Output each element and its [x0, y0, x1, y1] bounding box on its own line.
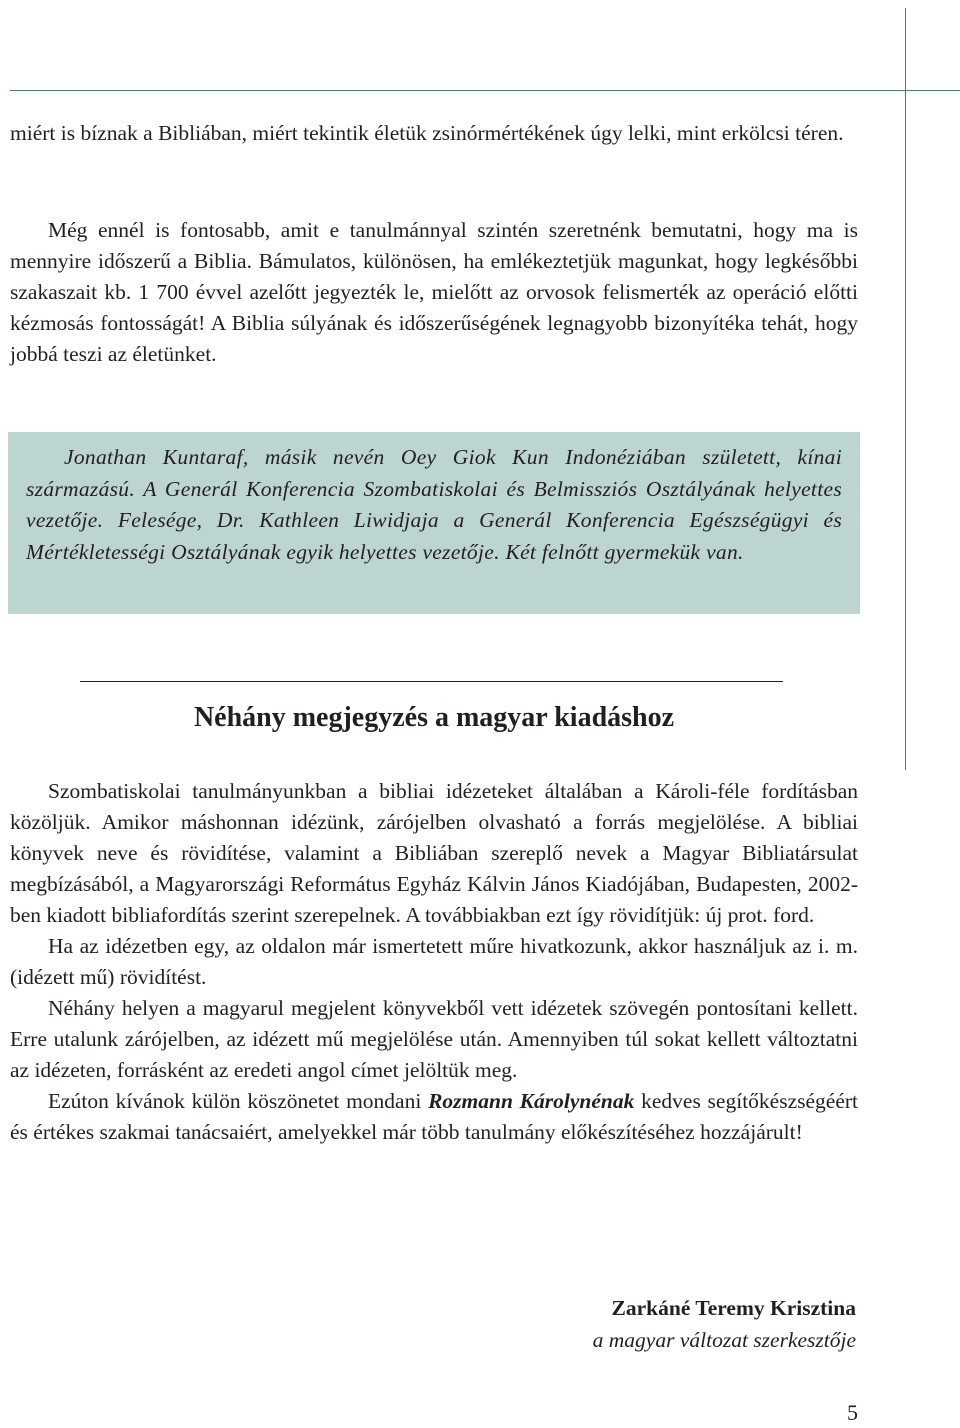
signature-role: a magyar változat szerkesztője	[592, 1328, 856, 1352]
intro-paragraph-2	[10, 215, 858, 370]
section-title-rule	[80, 681, 783, 682]
signature-name: Zarkáné Teremy Krisztina	[611, 1296, 856, 1320]
page-number: 5	[847, 1400, 858, 1425]
author-bio-text: Jonathan Kuntaraf, másik nevén Oey Giok Kun Indonéziában született, kínai származású. A Generál Konferencia Szombatiskolai és Belmissziós Osztályának helyettes vezetője. Felesége, Dr. Kathleen Liwidjaja a Generál Konferencia Egészségügyi és Mértékletességi Osztályának egyik helyettes vezetője. Két felnőtt gyermekük van.	[26, 445, 842, 564]
header-rule	[10, 90, 960, 91]
author-bio-box	[8, 432, 860, 614]
notes-paragraph: Néhány helyen a magyarul megjelent könyvekből vett idézetek szövegén pontosítani kellett. Erre utalunk zárójelben, az idézett mű megjelölése után. Amennyiben túl sokat kellett változtatni az idézeten, forrásként az eredeti angol címet jelöltük meg.	[10, 996, 858, 1082]
notes-paragraph: Ha az idézetben egy, az oldalon már ismertetett műre hivatkozunk, akkor használjuk az i. m. (idézett mű) rövidítést.	[10, 934, 858, 989]
notes-paragraph: Szombatiskolai tanulmányunkban a bibliai idézeteket általában a Károli-féle fordításban közöljük. Amikor máshonnan idézünk, zárójelben olvasható a forrás megjelölése. A bibliai könyvek neve és rövidítése, valamint a Bibliában szereplő nevek a Magyar Bibliatársulat megbízásából, a Magyarországi Református Egyház Kálvin János Kiadójában, Budapesten, 2002-ben kiadott bibliafordítás szerint szerepelnek. A továbbiakban ezt így rövidítjük: új prot. ford.	[10, 779, 858, 927]
thanks-paragraph	[10, 1086, 858, 1148]
margin-rule	[905, 8, 906, 770]
section-title: Néhány megjegyzés a magyar kiadáshoz	[193, 702, 675, 733]
thanks-text-before: Ezúton kívánok külön köszönetet mondani	[48, 1089, 429, 1113]
notes-body	[10, 776, 858, 1148]
thanks-text-after: kedves segítőkészségéért és értékes szakmai tanácsaiért, amelyekkel már több tanulmány előkészítéséhez hozzájárult!	[10, 1089, 858, 1144]
thanks-person-name: Rozmann Károlynénak	[428, 1089, 635, 1113]
author-bio	[26, 442, 842, 568]
intro-paragraph-2-text: Még ennél is fontosabb, amit e tanulmánnyal szintén szeretnénk bemutatni, hogy ma is mennyire időszerű a Biblia. Bámulatos, különösen, ha emlékeztetjük magunkat, hogy legkésőbbi szakaszait kb. 1 700 évvel azelőtt jegyezték le, mielőtt az orvosok felismerték az operáció előtti kézmosás fontosságát! A Biblia súlyának és időszerűségének legnagyobb bizonyítéka tehát, hogy jobbá teszi az életünket.	[10, 218, 858, 366]
intro-paragraph-1: miért is bíznak a Bibliában, miért tekintik életük zsinórmértékének úgy lelki, mint erkölcsi téren.	[10, 121, 844, 145]
